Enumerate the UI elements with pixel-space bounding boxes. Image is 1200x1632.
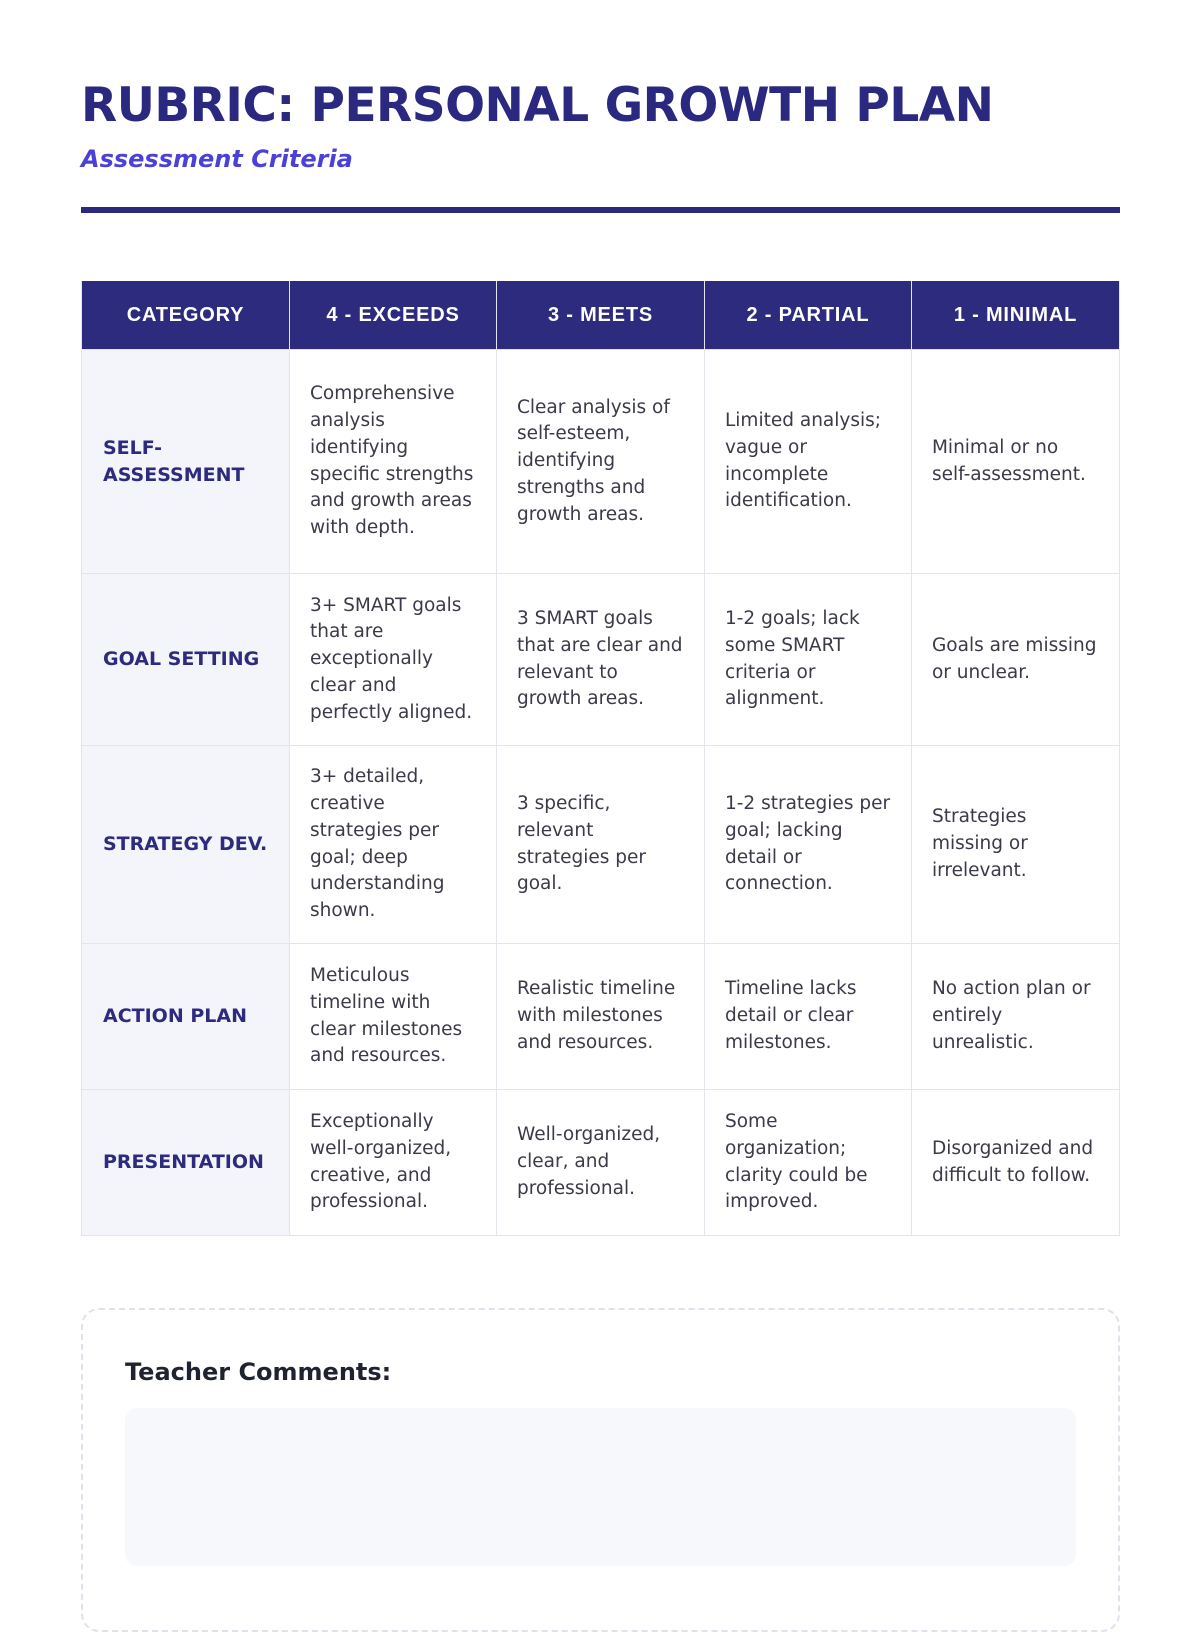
rubric-row-goal-setting xyxy=(82,574,1120,746)
page-title: RUBRIC: PERSONAL GROWTH PLAN xyxy=(81,78,994,133)
level-3-cell: Clear analysis of self-esteem, identifying strengths and growth areas. xyxy=(496,350,704,574)
rubric-header-row xyxy=(82,281,1120,350)
teacher-comments-label: Teacher Comments: xyxy=(125,1358,392,1386)
level-4-cell: Meticulous timeline with clear milestones and resources. xyxy=(290,944,497,1090)
level-1-cell: Strategies missing or irrelevant. xyxy=(911,746,1119,944)
category-cell: STRATEGY DEV. xyxy=(82,746,290,944)
level-4-cell: 3+ SMART goals that are exceptionally clear and perfectly aligned. xyxy=(290,574,497,746)
level-1-cell: Disorganized and difficult to follow. xyxy=(911,1090,1119,1236)
column-header-meets: 3 - MEETS xyxy=(496,281,704,350)
level-3-cell: Well-organized, clear, and professional. xyxy=(496,1090,704,1236)
column-header-category: CATEGORY xyxy=(82,281,290,350)
level-4-cell: 3+ detailed, creative strategies per goal; deep understanding shown. xyxy=(290,746,497,944)
page-subtitle: Assessment Criteria xyxy=(81,145,353,173)
column-header-minimal: 1 - MINIMAL xyxy=(911,281,1119,350)
rubric-row-self-assessment xyxy=(82,350,1120,574)
rubric-row-presentation xyxy=(82,1090,1120,1236)
rubric-table xyxy=(81,281,1120,1236)
category-cell: GOAL SETTING xyxy=(82,574,290,746)
level-2-cell: Timeline lacks detail or clear milestones. xyxy=(704,944,911,1090)
level-1-cell: Goals are missing or unclear. xyxy=(911,574,1119,746)
level-1-cell: No action plan or entirely unrealistic. xyxy=(911,944,1119,1090)
rubric-row-strategy-dev xyxy=(82,746,1120,944)
rubric-row-action-plan xyxy=(82,944,1120,1090)
level-2-cell: 1-2 goals; lack some SMART criteria or alignment. xyxy=(704,574,911,746)
level-3-cell: Realistic timeline with milestones and resources. xyxy=(496,944,704,1090)
teacher-comments-field[interactable] xyxy=(125,1408,1076,1566)
column-header-partial: 2 - PARTIAL xyxy=(704,281,911,350)
level-4-cell: Exceptionally well-organized, creative, and professional. xyxy=(290,1090,497,1236)
teacher-comments-section xyxy=(81,1308,1120,1632)
level-2-cell: Some organization; clarity could be improved. xyxy=(704,1090,911,1236)
level-2-cell: Limited analysis; vague or incomplete identification. xyxy=(704,350,911,574)
title-divider xyxy=(81,207,1120,213)
level-3-cell: 3 specific, relevant strategies per goal. xyxy=(496,746,704,944)
level-1-cell: Minimal or no self-assessment. xyxy=(911,350,1119,574)
category-cell: SELF-ASSESSMENT xyxy=(82,350,290,574)
column-header-exceeds: 4 - EXCEEDS xyxy=(290,281,497,350)
level-2-cell: 1-2 strategies per goal; lacking detail or connection. xyxy=(704,746,911,944)
category-cell: ACTION PLAN xyxy=(82,944,290,1090)
category-cell: PRESENTATION xyxy=(82,1090,290,1236)
level-3-cell: 3 SMART goals that are clear and relevant to growth areas. xyxy=(496,574,704,746)
level-4-cell: Comprehensive analysis identifying specific strengths and growth areas with depth. xyxy=(290,350,497,574)
